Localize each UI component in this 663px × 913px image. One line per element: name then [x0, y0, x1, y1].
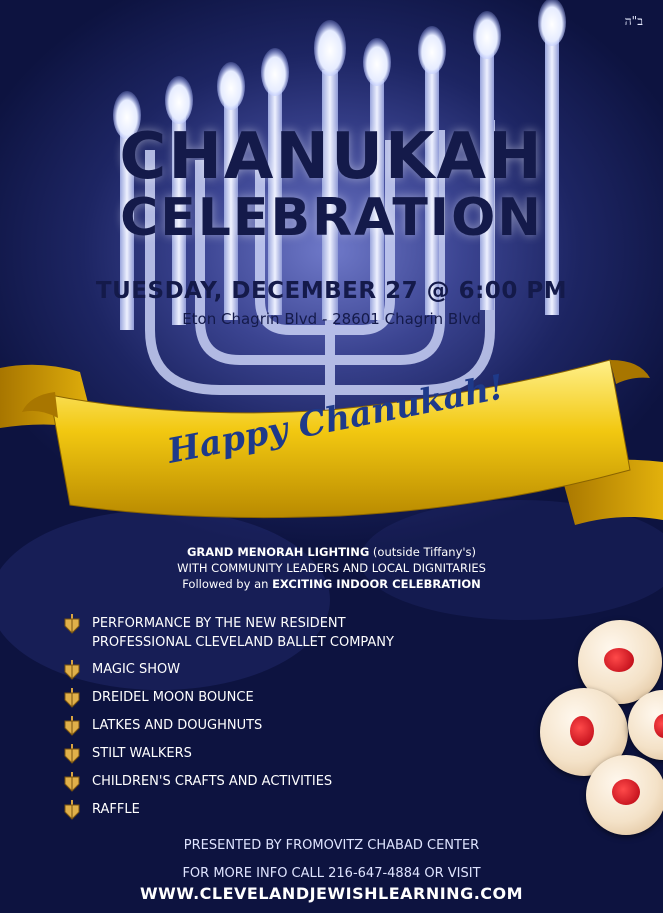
list-item: [62, 660, 394, 680]
activity-label: DREIDEL MOON BOUNCE: [92, 690, 254, 705]
dreidel-icon: [62, 744, 82, 764]
list-item: [62, 772, 394, 792]
dreidel-icon: [62, 688, 82, 708]
list-item: [62, 800, 394, 820]
hebrew-mark: ב"ה: [624, 14, 643, 28]
activity-label: MAGIC SHOW: [92, 662, 181, 677]
dreidel-icon: [62, 716, 82, 736]
intro-line2: WITH COMMUNITY LEADERS AND LOCAL DIGNITARIES: [177, 561, 486, 575]
event-date: TUESDAY, DECEMBER 27 @ 6:00 PM: [95, 278, 568, 304]
list-item: [62, 614, 394, 652]
banner-greeting: Happy Chanukah!: [164, 367, 508, 472]
activity-label: PERFORMANCE BY THE NEW RESIDENT PROFESSIONAL CLEVELAND BALLET COMPANY: [92, 616, 394, 650]
doughnut-icon: [586, 755, 663, 835]
list-item: [62, 744, 394, 764]
dreidel-icon: [62, 614, 82, 634]
website-link[interactable]: WWW.CLEVELANDJEWISHLEARNING.COM: [139, 884, 524, 903]
activity-label: LATKES AND DOUGHNUTS: [92, 718, 263, 733]
dreidel-icon: [62, 800, 82, 820]
title-line-1: CHANUKAH: [119, 120, 544, 194]
intro-line1-rest: (outside Tiffany's): [369, 545, 477, 559]
intro-text: [0, 544, 663, 592]
intro-line1-bold: GRAND MENORAH LIGHTING: [186, 545, 370, 559]
title-line-2: CELEBRATION: [120, 188, 543, 248]
dreidel-icon: [62, 660, 82, 680]
intro-line3-lead: Followed by an: [182, 577, 273, 591]
more-info: FOR MORE INFO CALL 216-647-4884 OR VISIT: [182, 866, 481, 881]
dreidel-icon: [62, 772, 82, 792]
activity-label: CHILDREN'S CRAFTS AND ACTIVITIES: [92, 774, 333, 789]
list-item: [62, 716, 394, 736]
event-location: Eton Chagrin Blvd - 28601 Chagrin Blvd: [182, 310, 481, 328]
activities-list: [62, 614, 394, 828]
list-item: [62, 688, 394, 708]
activity-label: RAFFLE: [92, 802, 140, 817]
presented-by: PRESENTED BY FROMOVITZ CHABAD CENTER: [183, 838, 480, 853]
intro-line3-bold: EXCITING INDOOR CELEBRATION: [272, 577, 481, 591]
activity-label: STILT WALKERS: [92, 746, 192, 761]
